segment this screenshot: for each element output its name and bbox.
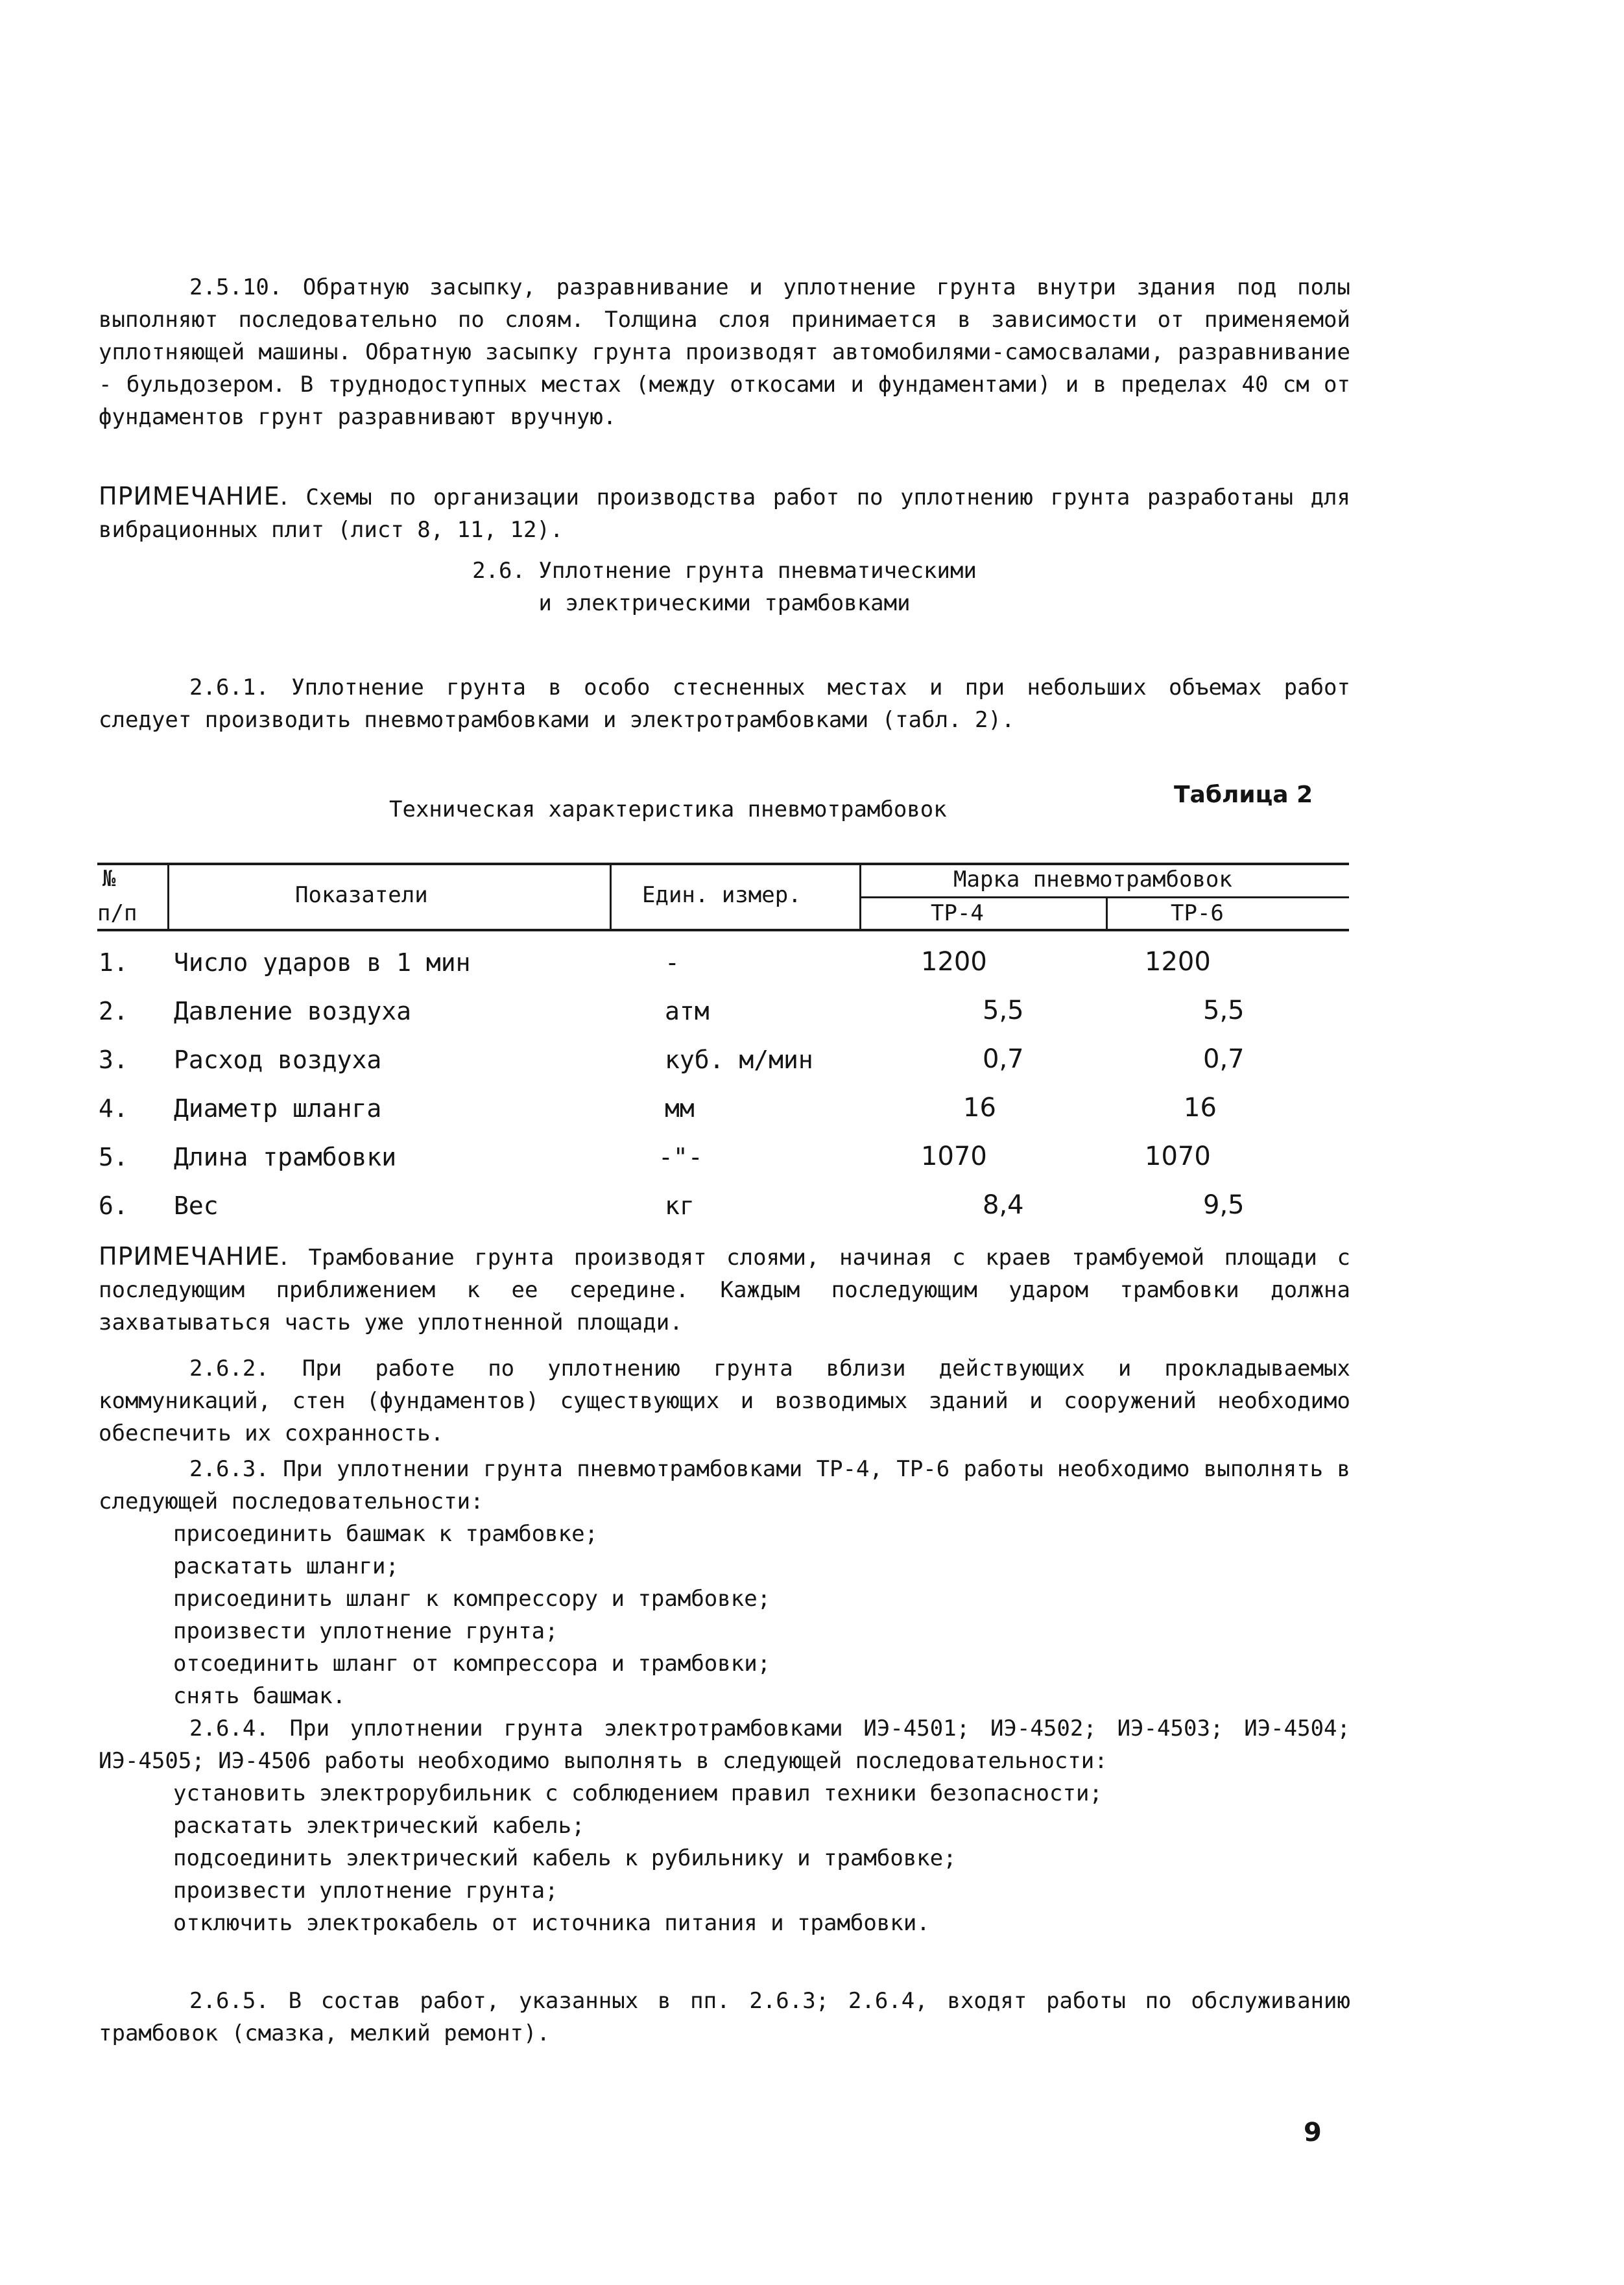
row-tr6: 16 — [1184, 1093, 1217, 1123]
paragraph-text: 2.5.10. Обратную засыпку, разравнивание и уплотнение грунта внутри здания под полы выполняют последовательно по слоям. Толщина слоя принимается в зависимости от применяемой уплотняющей машины. Обратную засыпку грунта производят автомобилями-самосвалами, разравнивание - бульдозером. В труднодоступных местах (между откосами и фундаментами) и в пределах 40 см от фундаментов грунт разравнивают вручную. — [99, 274, 1350, 430]
list-item: произвести уплотнение грунта; — [173, 1618, 558, 1644]
row-number: 1. — [99, 948, 128, 977]
paragraph-text: 2.6.2. При работе по уплотнению грунта вблизи действующих и прокладываемых коммуникаций, стен (фундаментов) существующих и возводимых зданий и сооружений необходимо обеспечить их сохранность. — [99, 1356, 1350, 1446]
header-brand: Марка пневмотрамбовок — [953, 867, 1232, 892]
row-tr6: 0,7 — [1203, 1044, 1245, 1074]
header-indicator: Показатели — [295, 882, 428, 908]
table-top-rule — [97, 863, 1349, 865]
table-title: Техническая характеристика пневмотрамбовок — [389, 796, 947, 822]
note-label: ПРИМЕЧАНИЕ. — [99, 482, 289, 510]
header-unit: Един. измер. — [642, 882, 802, 908]
row-unit: -"- — [658, 1143, 703, 1171]
list-item: присоединить башмак к трамбовке; — [173, 1521, 599, 1547]
paragraph-text: 2.6.1. Уплотнение грунта в особо стесненных местах и при небольших объемах работ следует производить пневмотрамбовками и электротрамбовками (табл. 2). — [99, 675, 1350, 733]
section-title-line1: 2.6. Уплотнение грунта пневматическими — [472, 558, 977, 584]
section-title-line2: и электрическими трамбовками — [538, 590, 911, 616]
row-tr4: 8,4 — [983, 1190, 1024, 1220]
header-tr4: ТР-4 — [931, 900, 984, 926]
note-text: Схемы по организации производства работ по уплотнению грунта разработаны для вибрационных плит (лист 8, 11, 12). — [99, 485, 1350, 543]
row-number: 3. — [99, 1046, 128, 1074]
row-tr4: 5,5 — [983, 996, 1024, 1025]
list-item: установить электрорубильник с соблюдением правил техники безопасности; — [173, 1780, 1103, 1806]
list-item: раскатать шланги; — [173, 1553, 399, 1579]
note-tamping — [99, 1240, 1350, 1339]
table-brand-rule — [859, 896, 1349, 898]
section-2-6-heading — [99, 555, 1350, 619]
row-unit: куб. м/мин — [665, 1046, 813, 1074]
row-unit: кг — [665, 1191, 695, 1220]
list-item: присоединить шланг к компрессору и трамбовке; — [173, 1586, 771, 1612]
row-indicator: Число ударов в 1 мин — [174, 948, 471, 977]
row-tr4: 1070 — [921, 1142, 987, 1171]
paragraph-2-6-1 — [99, 671, 1350, 736]
paragraph-text: 2.6.5. В состав работ, указанных в пп. 2.6.3; 2.6.4, входят работы по обслуживанию трамбовок (смазка, мелкий ремонт). — [99, 1988, 1350, 2046]
row-tr6: 5,5 — [1203, 996, 1245, 1025]
steps-list-pneumatic — [99, 1518, 1350, 1712]
header-num-bottom: п/п — [97, 900, 137, 926]
header-tr6: ТР-6 — [1171, 900, 1224, 926]
list-item: отключить электрокабель от источника питания и трамбовки. — [173, 1910, 930, 1936]
row-tr4: 0,7 — [983, 1044, 1024, 1074]
row-number: 6. — [99, 1191, 128, 1220]
paragraph-text: 2.6.3. При уплотнении грунта пневмотрамбовками ТР-4, ТР-6 работы необходимо выполнять в следующей последовательности: — [99, 1456, 1350, 1514]
row-tr6: 1200 — [1145, 947, 1211, 977]
table-col-divider — [610, 865, 612, 930]
row-indicator: Вес — [174, 1191, 219, 1220]
steps-list-electric — [99, 1777, 1350, 1939]
list-item: отсоединить шланг от компрессора и трамбовки; — [173, 1651, 771, 1677]
row-number: 2. — [99, 997, 128, 1025]
table-number: Таблица 2 — [1174, 782, 1313, 808]
header-num-top: № — [102, 866, 116, 892]
table-col-divider — [1106, 898, 1108, 929]
row-tr4: 16 — [963, 1093, 996, 1123]
row-indicator: Диаметр шланга — [174, 1094, 382, 1123]
table-col-divider — [859, 865, 861, 930]
row-tr4: 1200 — [921, 947, 987, 977]
paragraph-2-6-3 — [99, 1453, 1350, 1712]
row-indicator: Давление воздуха — [174, 997, 412, 1025]
row-number: 4. — [99, 1094, 128, 1123]
note-label: ПРИМЕЧАНИЕ. — [99, 1242, 289, 1271]
list-item: раскатать электрический кабель; — [173, 1813, 585, 1839]
row-number: 5. — [99, 1143, 128, 1171]
row-unit: атм — [665, 997, 710, 1025]
row-unit: мм — [665, 1094, 695, 1123]
row-tr6: 9,5 — [1203, 1190, 1245, 1220]
row-indicator: Длина трамбовки — [174, 1143, 397, 1171]
table-col-divider — [167, 865, 169, 930]
paragraph-2-6-5 — [99, 1985, 1350, 2050]
paragraph-2-6-2 — [99, 1352, 1350, 1450]
list-item: произвести уплотнение грунта; — [173, 1878, 558, 1904]
row-indicator: Расход воздуха — [174, 1046, 382, 1074]
note-schemes — [99, 480, 1350, 546]
row-unit: - — [665, 948, 680, 977]
paragraph-2-6-4 — [99, 1712, 1350, 1939]
paragraph-2-5-10 — [99, 271, 1350, 433]
paragraph-text: 2.6.4. При уплотнении грунта электротрамбовками ИЭ-4501; ИЭ-4502; ИЭ-4503; ИЭ-4504; ИЭ-4505; ИЭ-4506 работы необходимо выполнять в следующей последовательности: — [99, 1716, 1350, 1774]
table-header-rule — [97, 929, 1349, 931]
note-text: Трамбование грунта производят слоями, начиная с краев трамбуемой площади с последующим приближением к ее середине. Каждым последующим ударом трамбовки должна захватываться часть уже уплотненной площади. — [99, 1245, 1350, 1335]
page-number: 9 — [1304, 2118, 1322, 2147]
list-item: подсоединить электрический кабель к рубильнику и трамбовке; — [173, 1845, 957, 1871]
row-tr6: 1070 — [1145, 1142, 1211, 1171]
list-item: снять башмак. — [173, 1683, 346, 1709]
